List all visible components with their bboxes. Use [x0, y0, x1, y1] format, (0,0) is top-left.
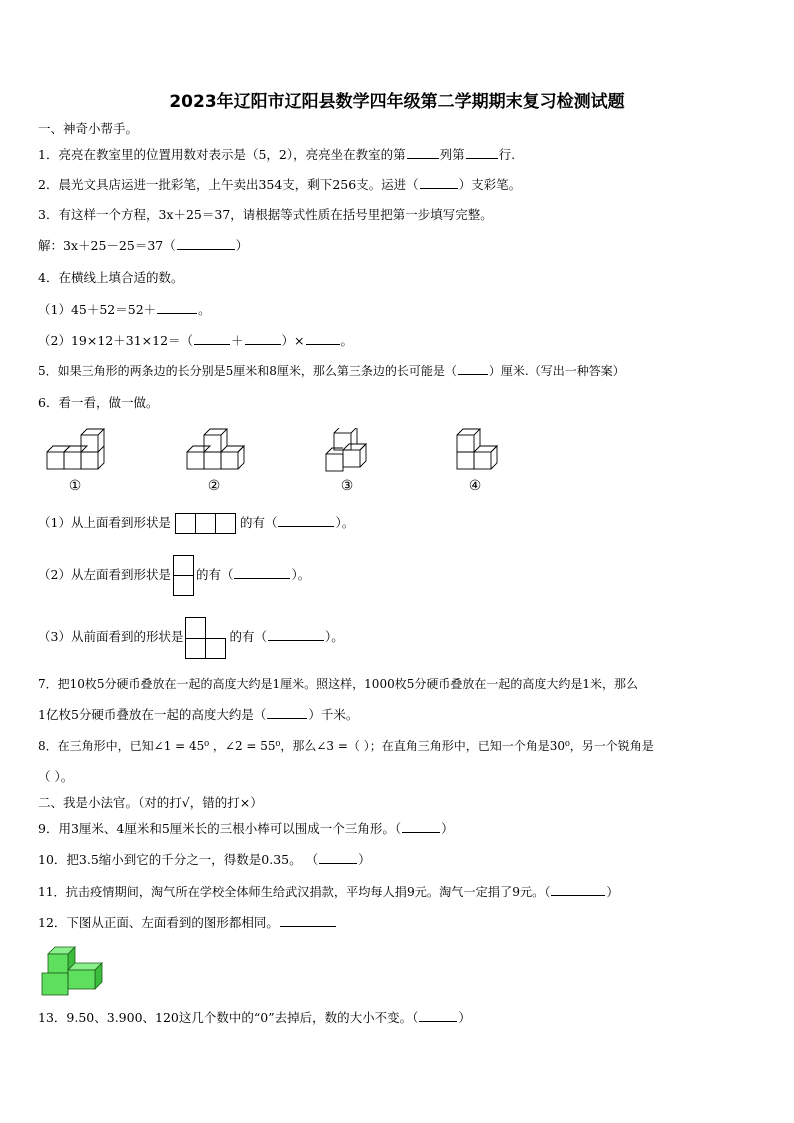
answer-blank[interactable] — [319, 851, 357, 864]
question-4-part-2: （2）19×12＋31×12＝（ ＋ ）× 。 — [38, 333, 354, 348]
question-5: 5．如果三角形的两条边的长分别是5厘米和8厘米，那么第三条边的长可能是（ ）厘米.（写出一种答案） — [38, 364, 625, 378]
answer-blank[interactable] — [234, 566, 290, 579]
question-6: 6．看一看，做一做。 — [38, 395, 159, 410]
answer-blank[interactable] — [407, 146, 439, 159]
question-7-line-2: 1亿枚5分硬币叠放在一起的高度大约是（ ）千米。 — [38, 707, 359, 722]
question-6-part-3: （3）从前面看到的形状是 的有（ ）。 — [38, 616, 344, 659]
answer-blank[interactable] — [157, 301, 197, 314]
figure-4 — [457, 429, 497, 469]
front-view-shape — [185, 617, 227, 659]
question-8-line-1: 8．在三角形中，已知∠1 = 45⁰ ，∠2 = 55⁰，那么∠3 =（ ）；在直角三角形中，已知一个角是30⁰，另一个锐角是 — [38, 739, 654, 753]
answer-blank[interactable] — [458, 362, 488, 375]
answer-blank[interactable] — [194, 332, 230, 345]
answer-blank[interactable] — [420, 176, 458, 189]
question-6-part-1: （1）从上面看到形状是 的有（ ）。 — [38, 512, 354, 534]
figure-2 — [187, 429, 244, 469]
answer-blank[interactable] — [466, 146, 498, 159]
top-view-shape — [175, 513, 236, 534]
answer-blank[interactable] — [280, 914, 336, 927]
answer-blank[interactable] — [306, 332, 340, 345]
answer-blank[interactable] — [268, 628, 324, 641]
answer-blank[interactable] — [551, 883, 605, 896]
question-3: 3．有这样一个方程，3x＋25＝37，请根据等式性质在括号里把第一步填写完整。 — [38, 207, 493, 222]
cube-figures — [38, 428, 518, 498]
green-cube-figure — [40, 942, 106, 998]
question-9: 9．用3厘米、4厘米和5厘米长的三根小棒可以围成一个三角形。（ ） — [38, 821, 454, 836]
answer-blank[interactable] — [278, 514, 334, 527]
figure-label: ③ — [340, 478, 354, 494]
question-4-part-1: （1）45＋52＝52＋ 。 — [38, 302, 211, 317]
figure-1 — [47, 429, 104, 469]
page-title: 2023年辽阳市辽阳县数学四年级第二学期期末复习检测试题 — [169, 92, 625, 112]
question-13: 13．9.50、3.900、120这几个数中的“0”去掉后，数的大小不变。（ ） — [38, 1010, 471, 1025]
answer-blank[interactable] — [402, 820, 440, 833]
question-11: 11．抗击疫情期间，淘气所在学校全体师生给武汉捐款，平均每人捐9元。淘气一定捐了9元。（ ） — [38, 885, 619, 899]
figure-label: ① — [68, 478, 82, 494]
question-2: 2．晨光文具店运进一批彩笔，上午卖出354支，剩下256支。运进（ ）支彩笔。 — [38, 177, 522, 192]
question-3-solution: 解：3x＋25－25＝37（ ） — [38, 238, 249, 253]
figure-label: ④ — [468, 478, 482, 494]
question-7-line-1: 7．把10枚5分硬币叠放在一起的高度大约是1厘米。照这样，1000枚5分硬币叠放在一起的高度大约是1米，那么 — [38, 677, 638, 691]
answer-blank[interactable] — [177, 237, 235, 250]
answer-blank[interactable] — [419, 1009, 457, 1022]
question-4: 4．在横线上填合适的数。 — [38, 270, 184, 285]
figure-label: ② — [207, 478, 221, 494]
question-6-part-2: （2）从左面看到形状是 的有（ ）。 — [38, 554, 310, 596]
left-view-shape — [173, 555, 194, 596]
section-2-heading: 二、我是小法官。（对的打√，错的打×） — [38, 795, 263, 810]
answer-blank[interactable] — [245, 332, 281, 345]
figure-3 — [326, 428, 366, 471]
section-1-heading: 一、神奇小帮手。 — [38, 121, 139, 136]
answer-blank[interactable] — [267, 706, 307, 719]
question-12: 12．下图从正面、左面看到的图形都相同。 — [38, 914, 337, 932]
question-8-line-2: （ ）。 — [38, 769, 74, 784]
question-10: 10．把3.5缩小到它的千分之一，得数是0.35。 （ ） — [38, 852, 371, 867]
question-1: 1．亮亮在教室里的位置用数对表示是（5，2），亮亮坐在教室的第 列第 行. — [38, 147, 516, 162]
